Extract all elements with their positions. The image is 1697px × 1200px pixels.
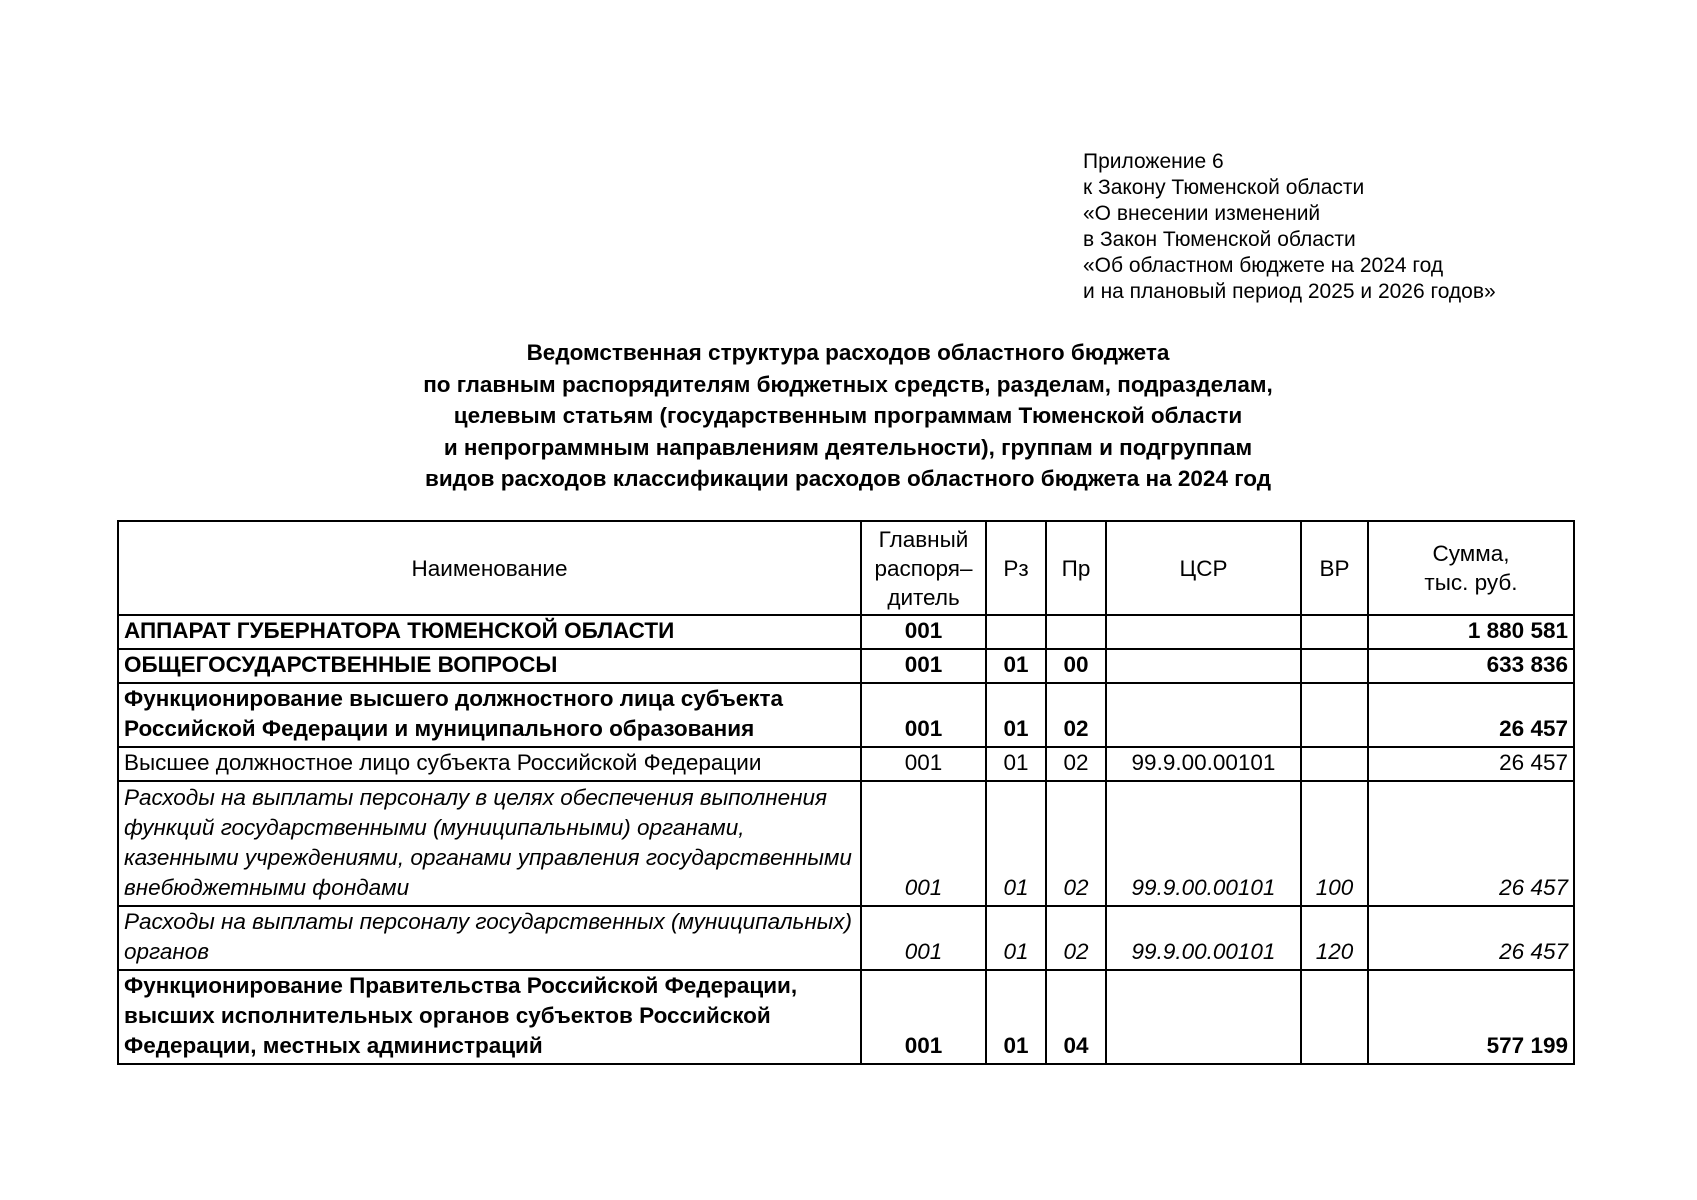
appendix-line: Приложение 6 bbox=[1083, 150, 1224, 173]
cell-manager: 001 bbox=[861, 781, 986, 906]
document-title bbox=[118, 337, 1578, 495]
cell-manager: 001 bbox=[861, 970, 986, 1064]
cell-rz bbox=[986, 615, 1046, 649]
table-row bbox=[118, 683, 1574, 747]
title-line: по главным распорядителям бюджетных средств, разделам, подразделам, bbox=[423, 371, 1273, 397]
appendix-line: к Закону Тюменской области bbox=[1083, 176, 1365, 199]
cell-vr bbox=[1301, 683, 1368, 747]
cell-sum: 26 457 bbox=[1368, 747, 1574, 781]
cell-name: ОБЩЕГОСУДАРСТВЕННЫЕ ВОПРОСЫ bbox=[118, 649, 861, 683]
cell-vr bbox=[1301, 649, 1368, 683]
cell-pr: 02 bbox=[1046, 747, 1106, 781]
title-line: Ведомственная структура расходов областного бюджета bbox=[526, 340, 1170, 365]
table-row bbox=[118, 906, 1574, 970]
table-row bbox=[118, 649, 1574, 683]
cell-rz: 01 bbox=[986, 649, 1046, 683]
header-pr: Пр bbox=[1046, 521, 1106, 615]
appendix-note bbox=[1083, 149, 1496, 305]
cell-rz: 01 bbox=[986, 683, 1046, 747]
cell-manager: 001 bbox=[861, 747, 986, 781]
cell-pr: 04 bbox=[1046, 970, 1106, 1064]
cell-pr bbox=[1046, 615, 1106, 649]
cell-name: Функционирование высшего должностного лица субъекта Российской Федерации и муниципального образования bbox=[118, 683, 861, 747]
cell-vr bbox=[1301, 615, 1368, 649]
table-header-row bbox=[118, 521, 1574, 615]
cell-vr: 120 bbox=[1301, 906, 1368, 970]
appendix-line: и на плановый период 2025 и 2026 годов» bbox=[1083, 280, 1496, 303]
table-row bbox=[118, 747, 1574, 781]
cell-manager: 001 bbox=[861, 649, 986, 683]
cell-csr bbox=[1106, 683, 1301, 747]
cell-name: Высшее должностное лицо субъекта Российской Федерации bbox=[118, 747, 861, 781]
cell-pr: 00 bbox=[1046, 649, 1106, 683]
cell-name: АППАРАТ ГУБЕРНАТОРА ТЮМЕНСКОЙ ОБЛАСТИ bbox=[118, 615, 861, 649]
appendix-line: «Об областном бюджете на 2024 год bbox=[1083, 254, 1444, 277]
cell-name: Расходы на выплаты персоналу в целях обеспечения выполнения функций государственными (муниципальными) органами, казенными учреждениями, органами управления государственными внебюджетными фондами bbox=[118, 781, 861, 906]
header-name: Наименование bbox=[118, 521, 861, 615]
cell-rz: 01 bbox=[986, 781, 1046, 906]
cell-csr: 99.9.00.00101 bbox=[1106, 747, 1301, 781]
cell-csr: 99.9.00.00101 bbox=[1106, 906, 1301, 970]
cell-sum: 1 880 581 bbox=[1368, 615, 1574, 649]
cell-sum: 577 199 bbox=[1368, 970, 1574, 1064]
cell-csr: 99.9.00.00101 bbox=[1106, 781, 1301, 906]
cell-vr bbox=[1301, 747, 1368, 781]
cell-sum: 633 836 bbox=[1368, 649, 1574, 683]
cell-rz: 01 bbox=[986, 970, 1046, 1064]
cell-sum: 26 457 bbox=[1368, 906, 1574, 970]
header-sum: Сумма, тыс. руб. bbox=[1368, 521, 1574, 615]
cell-csr bbox=[1106, 649, 1301, 683]
cell-rz: 01 bbox=[986, 747, 1046, 781]
appendix-line: в Закон Тюменской области bbox=[1083, 228, 1356, 251]
cell-sum: 26 457 bbox=[1368, 683, 1574, 747]
cell-name: Расходы на выплаты персоналу государственных (муниципальных) органов bbox=[118, 906, 861, 970]
title-line: видов расходов классификации расходов областного бюджета на 2024 год bbox=[424, 466, 1272, 491]
cell-csr bbox=[1106, 970, 1301, 1064]
header-csr: ЦСР bbox=[1106, 521, 1301, 615]
title-line: и непрограммным направлениям деятельности), группам и подгруппам bbox=[443, 434, 1253, 460]
header-rz: Рз bbox=[986, 521, 1046, 615]
cell-vr bbox=[1301, 970, 1368, 1064]
header-manager: Главный распоря– дитель bbox=[861, 521, 986, 615]
table-row bbox=[118, 615, 1574, 649]
cell-sum: 26 457 bbox=[1368, 781, 1574, 906]
table-row bbox=[118, 970, 1574, 1064]
budget-table bbox=[117, 520, 1575, 1065]
cell-manager: 001 bbox=[861, 615, 986, 649]
cell-csr bbox=[1106, 615, 1301, 649]
cell-rz: 01 bbox=[986, 906, 1046, 970]
cell-pr: 02 bbox=[1046, 906, 1106, 970]
cell-name: Функционирование Правительства Российской Федерации, высших исполнительных органов субъектов Российской Федерации, местных администраций bbox=[118, 970, 861, 1064]
title-line: целевым статьям (государственным программам Тюменской области bbox=[453, 403, 1243, 428]
cell-vr: 100 bbox=[1301, 781, 1368, 906]
appendix-line: «О внесении изменений bbox=[1083, 202, 1321, 225]
table-row bbox=[118, 781, 1574, 906]
cell-manager: 001 bbox=[861, 906, 986, 970]
cell-manager: 001 bbox=[861, 683, 986, 747]
header-vr: ВР bbox=[1301, 521, 1368, 615]
cell-pr: 02 bbox=[1046, 683, 1106, 747]
cell-pr: 02 bbox=[1046, 781, 1106, 906]
